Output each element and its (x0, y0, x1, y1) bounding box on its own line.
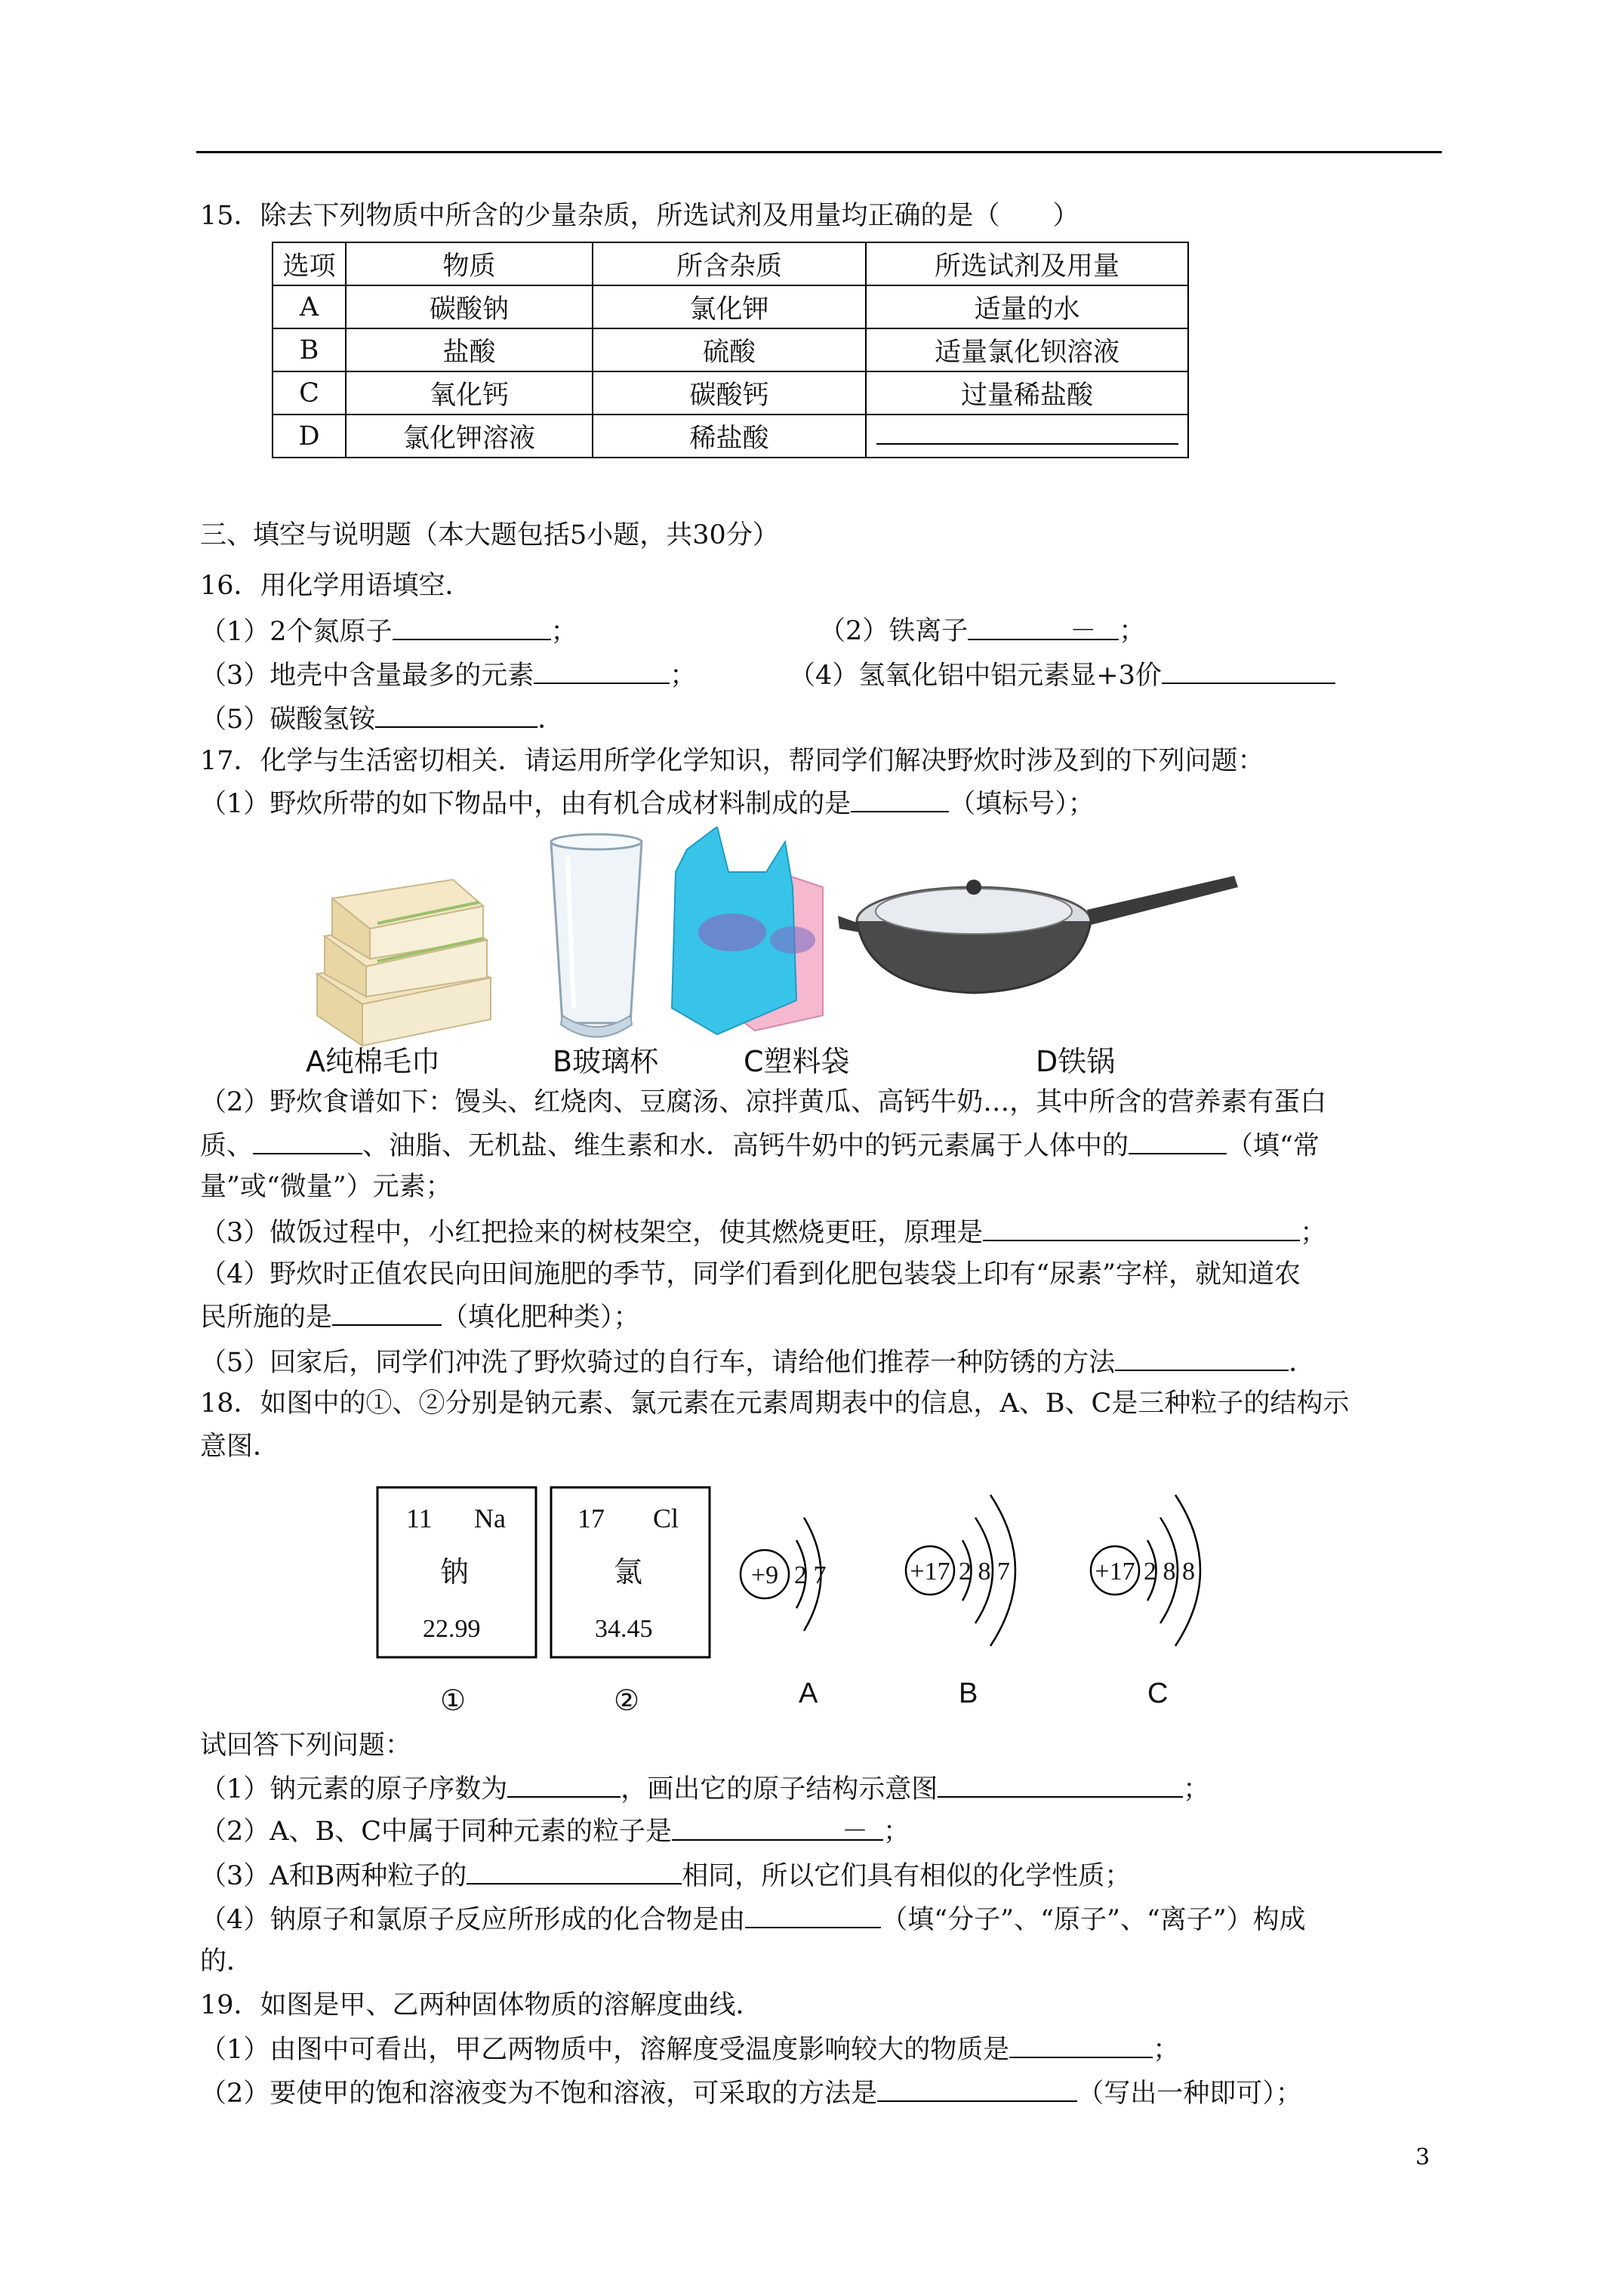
punctuation: ； (670, 661, 697, 691)
electron-counts: 2 8 7 (959, 1558, 1010, 1586)
table-cell: B (273, 328, 346, 371)
picnic-items-figure (294, 827, 1268, 1061)
answer-blank[interactable] (1009, 2031, 1153, 2058)
q17-part3-text: （3）做饭过程中，小红把捡来的树枝架空，使其燃烧更旺，原理是 (200, 1218, 984, 1248)
punctuation: ； (1300, 1218, 1327, 1248)
q19-part1-text: （1）由图中可看出，甲乙两物质中，溶解度受温度影响较大的物质是 (200, 2035, 1010, 2065)
glass-image (551, 834, 642, 1037)
q19-stem: 19．如图是甲、乙两种固体物质的溶解度曲线． (200, 1990, 762, 2020)
q17-stem: 17．化学与生活密切相关．请运用所学化学知识，帮同学们解决野炊时涉及到的下列问题： (200, 746, 1264, 776)
q17-part1-text: （1）野炊所带的如下物品中，由有机合成材料制成的是 (200, 789, 852, 819)
table-header-cell: 所含杂质 (593, 242, 866, 285)
table-cell: D (273, 415, 346, 458)
table-cell: 盐酸 (346, 328, 593, 371)
q17-part2-line1: （2）野炊食谱如下：馒头、红烧肉、豆腐汤、凉拌黄瓜、高钙牛奶…，其中所含的营养素有蛋白 (200, 1087, 1327, 1117)
q18-part3-text-b: 相同，所以它们具有相似的化学性质； (682, 1861, 1132, 1891)
blank-mark: － (842, 1817, 869, 1847)
particle-label: B (959, 1678, 978, 1709)
table-header-row (273, 242, 1188, 285)
element-name: 钠 (440, 1557, 470, 1589)
towel-image (317, 880, 491, 1046)
table-cell-answer-blank[interactable] (866, 415, 1188, 458)
q17-part2-text-c: （填“常 (1227, 1131, 1320, 1161)
item-caption-d: D铁锅 (1036, 1045, 1116, 1078)
answer-blank[interactable] (938, 1771, 1183, 1798)
q18-part1-text-a: （1）钠元素的原子序数为 (200, 1774, 508, 1804)
item-caption-c: C塑料袋 (744, 1045, 850, 1078)
q17-part2-line3: 量”或“微量”）元素； (200, 1172, 452, 1202)
table-cell: 硫酸 (593, 328, 866, 371)
q18-part4-line2: 的． (200, 1946, 254, 1977)
punctuation: ． (537, 704, 565, 735)
element-figure (362, 1484, 1268, 1725)
particle-label: A (799, 1678, 818, 1709)
table-row (273, 371, 1188, 415)
q15-table (272, 242, 1189, 458)
table-cell: 碳酸钙 (593, 371, 866, 415)
nucleus-charge: +9 (750, 1561, 779, 1589)
table-cell: 碳酸钠 (346, 285, 593, 328)
q18-stem-line1: 18．如图中的①、②分别是钠元素、氯元素在元素周期表中的信息，A、B、C是三种粒子的结构示 (200, 1388, 1350, 1419)
answer-blank[interactable] (745, 1901, 881, 1928)
q16-part1-text: （1）2个氮原子 (200, 617, 393, 647)
answer-blank[interactable] (534, 657, 670, 684)
answer-blank[interactable] (393, 613, 551, 640)
q18-part1-text-b: ，画出它的原子结构示意图 (621, 1774, 938, 1804)
answer-blank[interactable] (877, 2075, 1077, 2102)
q16-stem: 16．用化学用语填空． (200, 571, 472, 601)
q18-ask: 试回答下列问题： (200, 1730, 412, 1761)
table-header-cell: 物质 (346, 242, 593, 285)
electron-counts: 2 7 (794, 1561, 827, 1589)
atomic-number: 11 (406, 1503, 433, 1533)
punctuation: ； (883, 1817, 910, 1847)
table-row (273, 328, 1188, 371)
table-cell: C (273, 371, 346, 415)
q18-part4-text-a: （4）钠原子和氯原子反应所形成的化合物是由 (200, 1905, 746, 1935)
table-cell: 适量氯化钡溶液 (866, 328, 1188, 371)
answer-blank[interactable] (1129, 1127, 1227, 1154)
page-number: 3 (1415, 2144, 1431, 2171)
punctuation: ； (1119, 616, 1146, 646)
answer-blank[interactable] (253, 1127, 362, 1154)
q15-stem: 15．除去下列物质中所含的少量杂质，所选试剂及用量均正确的是（ ） (200, 201, 1079, 231)
atomic-mass: 34.45 (595, 1615, 653, 1643)
q17-part4-text-a: 民所施的是 (200, 1302, 333, 1333)
q18-part2-text: （2）A、B、C中属于同种元素的粒子是 (200, 1817, 673, 1847)
answer-blank[interactable] (672, 1814, 883, 1847)
q16-part5-text: （5）碳酸氢铵 (200, 704, 376, 735)
atomic-mass: 22.99 (423, 1615, 481, 1643)
nucleus-charge: +17 (910, 1558, 950, 1586)
q16-part3-text: （3）地壳中含量最多的元素 (200, 661, 534, 691)
table-row (273, 285, 1188, 328)
answer-blank[interactable] (851, 785, 949, 812)
cell-label: ② (614, 1685, 640, 1717)
table-cell: A (273, 285, 346, 328)
cell-label: ① (440, 1685, 467, 1717)
nucleus-charge: +17 (1095, 1558, 1135, 1586)
q19-part2-text: （2）要使甲的饱和溶液变为不饱和溶液，可采取的方法是 (200, 2079, 878, 2109)
answer-blank[interactable] (375, 701, 537, 728)
q18-part3-text-a: （3）A和B两种粒子的 (200, 1861, 467, 1891)
table-cell: 稀盐酸 (593, 415, 866, 458)
answer-blank[interactable] (1162, 657, 1335, 684)
header-rule (196, 151, 1442, 153)
q17-part4-line1: （4）野炊时正值农民向田间施肥的季节，同学们看到化肥包装袋上印有“尿素”字样，就知道农 (200, 1259, 1301, 1290)
q18-stem-line2: 意图． (200, 1432, 280, 1462)
q17-part2-text-a: 质、 (200, 1131, 254, 1161)
punctuation: ； (1153, 2035, 1180, 2065)
plastic-bag-image (672, 827, 823, 1034)
item-caption-a: A纯棉毛巾 (306, 1045, 440, 1078)
particle-label: C (1147, 1678, 1169, 1709)
wok-image (838, 876, 1238, 993)
q16-part2-text: （2）铁离子 (819, 616, 969, 646)
q16-part4-text: （4）氢氧化铝中铝元素显+3价 (789, 661, 1162, 691)
section-heading: 三、填空与说明题（本大题包括5小题，共30分） (200, 520, 779, 550)
answer-blank[interactable] (467, 1857, 682, 1885)
punctuation: ； (1183, 1774, 1210, 1804)
q17-part5-text: （5）回家后，同学们冲洗了野炊骑过的自行车，请给他们推荐一种防锈的方法 (200, 1348, 1116, 1378)
q17-part4-text-b: （填化肥种类）； (442, 1302, 640, 1333)
answer-blank[interactable] (968, 613, 1119, 646)
electron-counts: 2 8 8 (1144, 1558, 1195, 1586)
q17-part1-end: （填标号）； (949, 789, 1095, 819)
table-cell: 过量稀盐酸 (866, 371, 1188, 415)
element-name: 氯 (614, 1557, 643, 1589)
table-cell: 氯化钾 (593, 285, 866, 328)
table-header-cell: 选项 (273, 242, 346, 285)
item-caption-b: B玻璃杯 (553, 1045, 659, 1078)
punctuation: ； (550, 617, 577, 647)
q18-part4-text-b: （填“分子”、“原子”、“离子”）构成 (881, 1905, 1306, 1935)
table-row (273, 415, 1188, 458)
punctuation: ． (1289, 1348, 1316, 1378)
answer-blank[interactable] (332, 1299, 442, 1326)
table-header-cell: 所选试剂及用量 (866, 242, 1188, 285)
answer-blank[interactable] (507, 1771, 621, 1798)
element-symbol: Cl (653, 1503, 679, 1533)
table-cell: 适量的水 (866, 285, 1188, 328)
atomic-number: 17 (577, 1503, 605, 1533)
answer-blank[interactable] (1115, 1344, 1289, 1371)
element-symbol: Na (474, 1503, 506, 1533)
q19-part2-end: （写出一种即可）； (1077, 2079, 1302, 2109)
q17-part2-text-b: 、油脂、无机盐、维生素和水．高钙牛奶中的钙元素属于人体中的 (362, 1131, 1129, 1161)
blank-mark: － (1070, 616, 1097, 646)
table-cell: 氧化钙 (346, 371, 593, 415)
answer-blank[interactable] (983, 1214, 1300, 1241)
table-cell: 氯化钾溶液 (346, 415, 593, 458)
